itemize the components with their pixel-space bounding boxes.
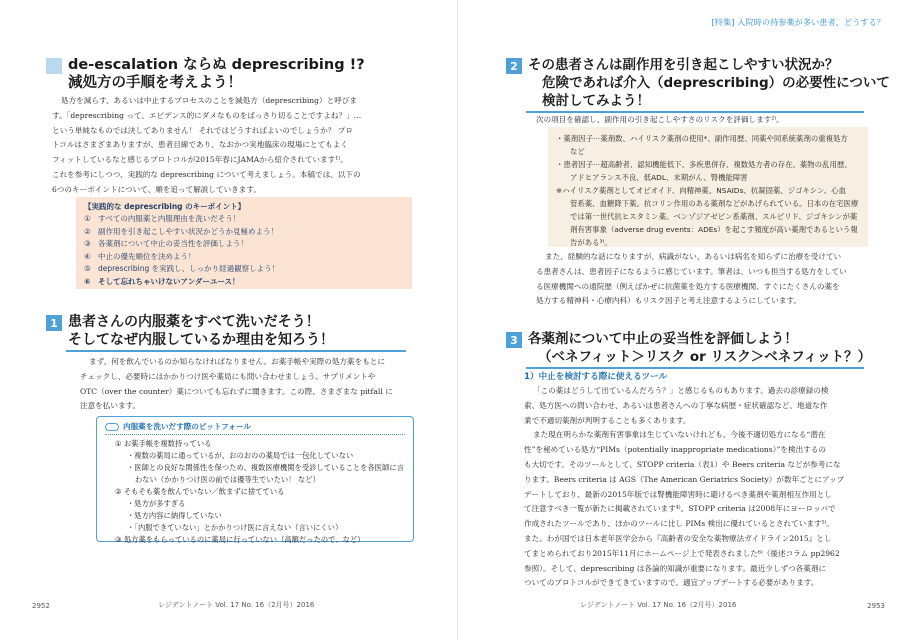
section-1-body [80,355,414,414]
keypoint-item [84,238,404,251]
keypoint-text: すべての内服薬と内服理由を洗いだそう！ [98,214,241,223]
section-3-body-line: 業で不適切薬剤が判明することも多くあります。 [524,415,691,425]
right-folio-page: 2953 [867,602,885,610]
keypoints-box [76,197,412,289]
pitfall-row: ・医師との良好な関係性を保つため、複数医療機関を受診していることを各医師に言 [127,463,404,472]
section-2-body-line: 処方する精神科・心療内科）もリスク因子と考え注意するようにしています。 [536,296,802,306]
section-1-heading [46,313,334,349]
pitfall-row: ③ 処方薬をもらっているのに薬局に行っていない（高額だったので、など） [115,535,365,544]
section-3-line2: （ベネフィット＞リスク or リスク＞ベネフィット？） [538,349,872,365]
keypoint-number: ④ [84,251,91,261]
pitfall-row: ① お薬手帳を複数持っている [115,439,212,448]
running-head-text: 入院時の持参薬が多い患者、どうする？ [737,18,885,27]
keypoint-number: ③ [84,239,91,248]
risk-row: など [570,147,585,156]
keypoint-text: そして忘れちゃいけないアンダーユース！ [98,276,240,286]
pitfall-row: わない（かかりつけ医の前では優等生でいたい！ など） [135,475,320,484]
keypoint-number: ⑥ [84,276,91,286]
section-1-underline [66,350,406,352]
keypoint-text: 副作用を引き起こしやすい状況かどうか見極めよう！ [98,226,278,236]
intro-line: トコルはさまざまありますが、患者目線であり、なおかつ実地臨床の現場にとてもよく [52,140,348,150]
intro-line: フィットしているなと感じるプロトコルが2015年春にJAMAから紹介されています¹⁾。 [52,155,348,165]
section-number: 1 [46,315,62,331]
intro-line: 6つのキーポイントについて、順を追って解説していきます。 [52,184,261,194]
section-3-line1: 各薬剤について中止の妥当性を評価しよう！ [528,331,798,347]
keypoint-item [84,226,404,239]
article-title [46,56,365,92]
section-1-line2: そしてなぜ内服しているか理由を知ろう！ [68,332,334,348]
title-marker-icon [46,58,62,74]
section-3-underline [526,367,864,369]
risk-row: アドヒアランス不良、低ADL、末期がん、腎機能障害 [570,173,748,182]
article-title-line2: 減処方の手順を考えよう！ [68,75,242,91]
running-head [712,17,885,28]
section-3-body-line: ります。Beers criteria は AGS（The American Geriatrics Society）が数年ごとにアップ [524,474,845,484]
subsection-1-heading: 1）中止を検討する際に使えるツール [524,372,668,382]
pitfall-row: ・「内服できていない」とかかりつけ医に言えない（言いにくい） [127,523,343,532]
section-2-line2: 危険であれば介入（deprescribing）の必要性について [542,75,890,91]
pitfall-row: ② そもそも薬を飲んでいない／飲まずに捨てている [115,487,285,496]
section-1-body-line: チェックし、必要時にはかかりつけ医や薬局にも問い合わせましょう。サプリメントや [80,371,376,381]
keypoints-title: 【実践的な deprescribing のキーポイント】 [84,202,246,211]
pitfall-header [105,421,405,435]
keypoint-text: 各薬剤について中止の妥当性を評価しよう！ [98,239,248,248]
section-3-body-line: 索、処方医への問い合わせ、あるいは患者さんへの丁寧な病歴・症状確認など、地道な作 [524,400,828,410]
section-2-body-line: る医療機関への通院歴（例えばかぜに抗菌薬を処方する医療機関、すぐにたくさんの薬を [536,281,840,291]
section-3-heading [506,330,871,366]
risk-row: 管系薬、血糖降下薬。抗コリン作用のある薬剤などがあげられている。日本の在宅医療 [570,199,859,208]
keypoint-text: deprescribing を実践し、しっかり経過観察しよう！ [98,264,280,273]
section-number: 3 [506,332,522,348]
keypoint-item [84,263,404,276]
section-3-body-line: も大切です。そのツールとして、STOPP criteria（表1）や Beers criteria などが参考にな [524,459,841,469]
risk-row: 告がある³⁾。 [570,238,612,247]
right-page [458,0,915,640]
section-3-body [524,384,868,591]
section-3-body-line: デートしており、最新の2015年版では腎機能障害時に避けるべき薬剤や薬剤相互作用とし [524,489,832,499]
pitfall-row: ・処方内容に納得していない [127,511,222,520]
right-folio-journal: レジデントノート Vol. 17 No. 16（2月号）2016 [580,601,737,609]
keypoint-item [84,276,404,289]
section-1-body-line: まず、何を飲んでいるのか知らなければなりません。お薬手帳や実際の処方薬をもとに [89,357,385,366]
pitfall-row: ・複数の薬局に通っているが、おのおのの薬局では一包化していない [127,451,354,460]
left-page [0,0,457,640]
intro-line: という単純なものでは決してありません！ それではどうすればよいのでしょうか？ プロ [52,125,353,135]
risk-factor-box [548,127,868,247]
section-3-body-line: て注意すべき一覧が新たに掲載されています⁴⁾。STOPP criteria は2008年にヨーロッパで [524,504,836,514]
section-1-body-line: OTC（over the counter）薬についても忘れずに聞きます。この際、さまざまな pitfall に [80,386,393,396]
section-3-body-line: また現在明らかな薬剤有害事象は生じていないけれども、今後不適切処方になる“潜在 [533,430,826,440]
section-2-line3: 検討してみよう！ [542,93,650,109]
risk-row: 剤有害事象（adverse drug events：ADEs）を起こす頻度が高い薬剤であるという報 [570,225,858,234]
pitfall-row: ・処方が多すぎる [127,499,186,508]
risk-row: ・薬剤因子⋯薬剤数、ハイリスク薬剤の使用*、副作用歴、同薬や同系統薬剤の重複処方 [556,134,848,143]
keypoint-text: 中止の優先順位を決めよう！ [98,251,196,261]
keypoint-number: ② [84,226,91,236]
risk-row: ・患者因子⋯超高齢者、認知機能低下、多疾患併存、複数処方者の存在、薬物の乱用歴、 [556,160,852,169]
section-2-body [536,250,868,309]
section-2-body-line: る患者さんは、患者因子になるように感じています。筆者は、いつも担当する処方をしてい [536,266,847,276]
section-3-body-line: 「この薬はどうして出ているんだろう？」と感じるものもあります。過去の診療録の検 [533,386,829,395]
keypoint-item [84,251,404,264]
section-1-line1: 患者さんの内服薬をすべて洗いだそう！ [68,314,320,330]
left-folio-page: 2952 [32,602,50,610]
section-1-body-line: 注意を払います。 [80,401,141,411]
section-3-body-line: 作成されたツールであり、ほかのツールに比し PIMs 検出に優れているとされています⁵⁾。 [524,519,835,529]
speech-bubble-icon [105,423,119,431]
section-3-body-line: また、わが国では日本老年医学会から『高齢者の安全な薬物療法ガイドライン2015』とし [524,533,832,543]
section-3-body-line: 参照）。そして、deprescribing は各論的知識が重要になります。最近少しずつ各薬剤に [524,563,827,573]
pitfall-title: 内服薬を洗いだす際のピットフォール [123,422,252,431]
keypoint-number: ⑤ [84,264,91,273]
running-head-tag: [特集] [711,18,735,27]
section-number: 2 [506,58,522,74]
keypoint-number: ① [84,214,91,223]
intro-line: 処方を減らす、あるいは中止するプロセスのことを減処方（deprescribing）と呼びま [61,96,357,105]
section-2-heading [506,56,890,110]
section-2-lead: 次の項目を確認し、副作用の引き起こしやすさのリスクを評価します²⁾。 [536,115,784,124]
risk-row: では第一世代抗ヒスタミン薬、ベンゾジアゼピン系薬剤、スルピリド、ジゴキシンが薬 [570,212,858,221]
article-title-line1: de-escalation ならぬ deprescribing !? [68,57,365,73]
keypoint-item [84,213,404,226]
pitfall-box [96,416,414,542]
intro-paragraph [52,94,414,198]
intro-line: す。「deprescribing って、エビデンス的にダメなものをばっさり切ることですよね？」… [52,110,362,120]
intro-line: これを参考にしつつ、実践的な deprescribing について考えましょう。本稿では、以下の [52,169,361,179]
section-2-line1: その患者さんは副作用を引き起こしやすい状況か？ [528,57,839,73]
risk-row: ※ハイリスク薬剤としてオピオイド、向精神薬、NSAIDs、抗凝固薬、ジゴキシン、心血 [556,186,846,195]
left-folio-journal: レジデントノート Vol. 17 No. 16（2月号）2016 [158,601,315,609]
section-2-body-line: また、経験的な話になりますが、病識がない、あるいは病名を知らずに治療を受けてい [545,252,842,261]
section-3-body-line: 性”を秘めている処方“PIMs（potentially inappropriate medications）”を検出するの [524,445,826,455]
section-3-body-line: てまとめられており2015年11月にホームページ上で発表されました⁶⁾（後述コラム pp2962 [524,548,840,558]
section-3-body-line: ついてのプロトコルができてきていますので、適宜アップデートする必要があります。 [524,578,819,588]
